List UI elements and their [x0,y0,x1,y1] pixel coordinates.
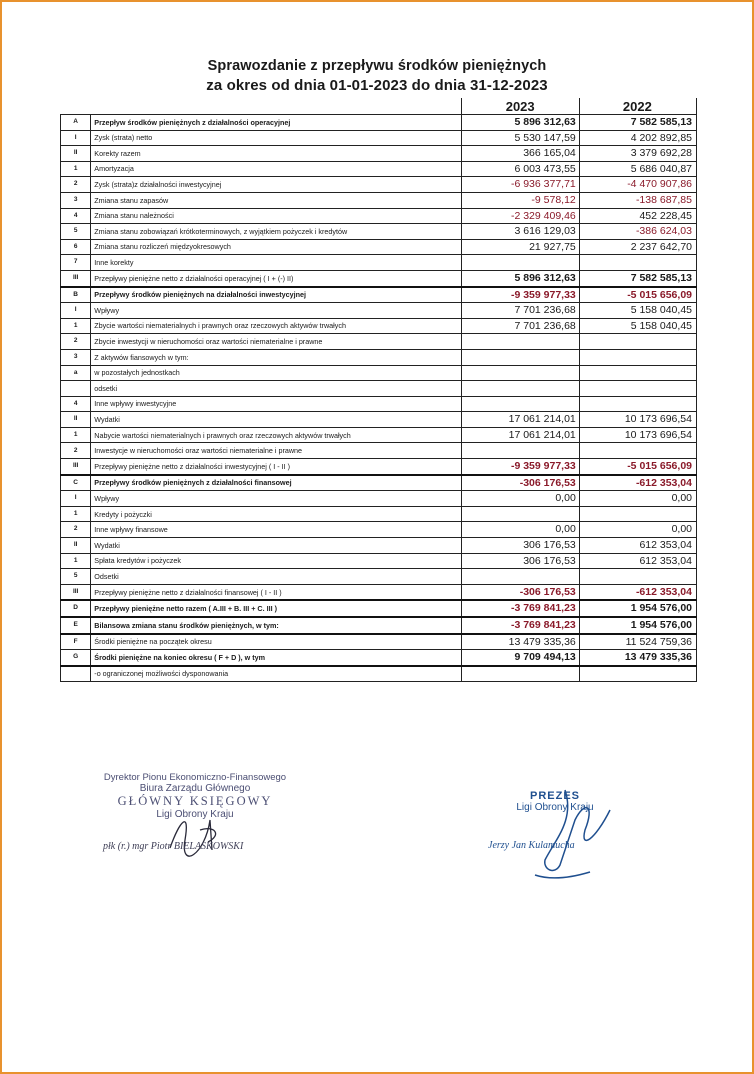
value-2023: 5 530 147,59 [461,130,579,146]
row-label: odsetki [91,381,461,397]
table-row [61,396,697,412]
value-2022 [579,569,696,585]
value-2022: -4 470 907,86 [579,177,696,193]
value-2023 [461,349,579,365]
value-2022: -5 015 656,09 [579,287,696,303]
row-code: G [61,650,91,666]
table-row [61,318,697,334]
value-2022 [579,334,696,350]
table-row [61,459,697,475]
value-2023: 13 479 335,36 [461,634,579,650]
value-2022: 10 173 696,54 [579,412,696,428]
value-2022 [579,365,696,381]
column-header-2023: 2023 [461,98,579,115]
cash-flow-table [60,98,697,682]
value-2022 [579,381,696,397]
row-label: w pozostałych jednostkach [91,365,461,381]
row-code: 2 [61,177,91,193]
table-row [61,349,697,365]
table-header-row [61,98,697,115]
value-2022 [579,396,696,412]
row-code: 4 [61,208,91,224]
row-label: Wydatki [91,538,461,554]
table-row [61,475,697,491]
stamp-line: Ligi Obrony Kraju [156,809,234,820]
value-2022: 5 158 040,45 [579,318,696,334]
value-2022: 7 582 585,13 [579,115,696,131]
row-label: Przepływy pieniężne netto z działalności inwestycyjnej ( I - II ) [91,459,461,475]
value-2022: -612 353,04 [579,584,696,600]
value-2022: 0,00 [579,491,696,507]
value-2023: 306 176,53 [461,538,579,554]
row-label: Przepływy pieniężne netto razem ( A.III + B. III + C. III ) [91,600,461,617]
row-label: Nabycie wartości niematerialnych i prawnych oraz rzeczowych aktywów trwałych [91,427,461,443]
stamp-line: GŁÓWNY KSIĘGOWY [117,794,273,808]
value-2022: 10 173 696,54 [579,427,696,443]
table-row [61,522,697,538]
value-2022: 1 954 576,00 [579,600,696,617]
row-label: Amortyzacja [91,161,461,177]
row-code [61,381,91,397]
value-2022: 7 582 585,13 [579,270,696,286]
row-code: A [61,115,91,131]
table-row [61,287,697,303]
row-label: Przepływy środków pieniężnych na działalności inwestycyjnej [91,287,461,303]
row-code: E [61,617,91,634]
row-label: Wpływy [91,491,461,507]
row-label: Inne wpływy inwestycyjne [91,396,461,412]
table-row [61,584,697,600]
row-label: Inwestycje w nieruchomości oraz wartości niematerialne i prawne [91,443,461,459]
value-2022 [579,443,696,459]
row-code: 1 [61,318,91,334]
value-2023: 0,00 [461,522,579,538]
value-2022: 11 524 759,36 [579,634,696,650]
value-2022: 3 379 692,28 [579,146,696,162]
value-2023: 21 927,75 [461,239,579,255]
row-code: 5 [61,224,91,240]
row-label: Zmiana stanu zobowiązań krótkoterminowych, z wyjątkiem pożyczek i kredytów [91,224,461,240]
value-2023 [461,396,579,412]
value-2022: -612 353,04 [579,475,696,491]
value-2022: 5 686 040,87 [579,161,696,177]
value-2022: 612 353,04 [579,553,696,569]
column-header-2022: 2022 [579,98,696,115]
stamp-line: Dyrektor Pionu Ekonomiczno-Finansowego [103,772,287,783]
value-2023: -9 359 977,33 [461,459,579,475]
table-row [61,553,697,569]
stamp-line: PREZES [529,790,580,802]
row-code: B [61,287,91,303]
table-row [61,538,697,554]
row-label: Zmiana stanu zapasów [91,192,461,208]
table-row [61,192,697,208]
value-2023: 366 165,04 [461,146,579,162]
value-2022: 452 228,45 [579,208,696,224]
row-code: D [61,600,91,617]
table-row [61,270,697,286]
row-label: Odsetki [91,569,461,585]
row-code: C [61,475,91,491]
row-label: Przepływy pieniężne netto z działalności operacyjnej ( I + (-) II) [91,270,461,286]
value-2023 [461,334,579,350]
row-code: 3 [61,349,91,365]
row-code: F [61,634,91,650]
row-code: 2 [61,443,91,459]
value-2023: 6 003 473,55 [461,161,579,177]
table-row [61,334,697,350]
row-label: Przepływy pieniężne netto z działalności finansowej ( I - II ) [91,584,461,600]
row-label: Inne wpływy finansowe [91,522,461,538]
row-label: Zysk (strata) netto [91,130,461,146]
value-2023: 5 896 312,63 [461,270,579,286]
row-label: Kredyty i pożyczki [91,506,461,522]
table-row [61,569,697,585]
table-row [61,381,697,397]
row-code: 2 [61,334,91,350]
row-label: Środki pieniężne na początek okresu [91,634,461,650]
value-2022: 5 158 040,45 [579,303,696,319]
table-row [61,303,697,319]
value-2022: 4 202 892,85 [579,130,696,146]
value-2023 [461,443,579,459]
row-label: Zbycie wartości niematerialnych i prawnych oraz rzeczowych aktywów trwałych [91,318,461,334]
right-signature [515,780,625,890]
table-row [61,427,697,443]
row-label: Przepływ środków pieniężnych z działalności operacyjnej [91,115,461,131]
row-code: 7 [61,255,91,271]
row-code: a [61,365,91,381]
value-2023: -3 769 841,23 [461,600,579,617]
value-2023: -6 936 377,71 [461,177,579,193]
row-code: II [61,146,91,162]
table-row [61,634,697,650]
chief-accountant-name: płk (r.) mgr Piotr BIELASKOWSKI [103,841,244,852]
row-label: Zmiana stanu rozliczeń międzyokresowych [91,239,461,255]
row-code: I [61,491,91,507]
row-label: Zysk (strata)z działalności inwestycyjnej [91,177,461,193]
value-2022: 0,00 [579,522,696,538]
row-code: 1 [61,161,91,177]
row-code: III [61,459,91,475]
row-label: Spłata kredytów i pożyczek [91,553,461,569]
table-row [61,666,697,682]
table-row [61,491,697,507]
value-2022: 612 353,04 [579,538,696,554]
row-label: Środki pieniężne na koniec okresu ( F + D ), w tym [91,650,461,666]
value-2023: 9 709 494,13 [461,650,579,666]
stamp-line: Ligi Obrony Kraju [516,802,594,813]
table-row [61,177,697,193]
row-label: Wpływy [91,303,461,319]
president-name: Jerzy Jan Kulamucha [488,840,575,851]
value-2022 [579,666,696,682]
table-row [61,600,697,617]
table-row [61,506,697,522]
table-row [61,208,697,224]
row-label: Bilansowa zmiana stanu środków pieniężnych, w tym: [91,617,461,634]
value-2022: -5 015 656,09 [579,459,696,475]
value-2023 [461,381,579,397]
stamp-line: Biura Zarządu Głównego [139,783,251,794]
row-label: Przepływy środków pieniężnych z działalności finansowej [91,475,461,491]
row-code: I [61,130,91,146]
row-label: Wydatki [91,412,461,428]
value-2023: 306 176,53 [461,553,579,569]
row-code: 1 [61,427,91,443]
row-code: 6 [61,239,91,255]
value-2023: 17 061 214,01 [461,412,579,428]
value-2023 [461,255,579,271]
value-2023: 3 616 129,03 [461,224,579,240]
value-2022 [579,349,696,365]
value-2022: 13 479 335,36 [579,650,696,666]
row-code [61,666,91,682]
value-2023: -306 176,53 [461,475,579,491]
row-label: Korekty razem [91,146,461,162]
table-row [61,255,697,271]
table-row [61,161,697,177]
table-row [61,239,697,255]
row-label: Z aktywów fiansowych w tym: [91,349,461,365]
table-row [61,650,697,666]
table-row [61,130,697,146]
value-2023: -3 769 841,23 [461,617,579,634]
row-code: 4 [61,396,91,412]
value-2023 [461,365,579,381]
value-2023: 7 701 236,68 [461,318,579,334]
table-row [61,443,697,459]
value-2023: -9 578,12 [461,192,579,208]
table-row [61,617,697,634]
value-2023: 17 061 214,01 [461,427,579,443]
row-label: Zmiana stanu należności [91,208,461,224]
value-2023: -9 359 977,33 [461,287,579,303]
value-2023 [461,666,579,682]
row-label: -o ograniczonej możliwości dysponowania [91,666,461,682]
row-code: 3 [61,192,91,208]
value-2023: -306 176,53 [461,584,579,600]
row-code: 5 [61,569,91,585]
report-title: Sprawozdanie z przepływu środków pieniężnych [207,58,547,74]
value-2023 [461,569,579,585]
table-row [61,146,697,162]
row-code: II [61,538,91,554]
table-row [61,224,697,240]
value-2022 [579,255,696,271]
table-row [61,115,697,131]
value-2022: 2 237 642,70 [579,239,696,255]
row-code: 1 [61,553,91,569]
row-code: I [61,303,91,319]
value-2022: -138 687,85 [579,192,696,208]
value-2023: 5 896 312,63 [461,115,579,131]
row-code: 2 [61,522,91,538]
value-2023: 7 701 236,68 [461,303,579,319]
row-code: III [61,270,91,286]
value-2023 [461,506,579,522]
value-2023: 0,00 [461,491,579,507]
row-code: III [61,584,91,600]
table-row [61,412,697,428]
report-period: za okres od dnia 01-01-2023 do dnia 31-12-2023 [206,77,548,94]
value-2022 [579,506,696,522]
value-2022: 1 954 576,00 [579,617,696,634]
row-code: II [61,412,91,428]
value-2023: -2 329 409,46 [461,208,579,224]
row-code: 1 [61,506,91,522]
value-2022: -386 624,03 [579,224,696,240]
table-row [61,365,697,381]
row-label: Inne korekty [91,255,461,271]
row-label: Zbycie inwestycji w nieruchomości oraz wartości niematerialne i prawne [91,334,461,350]
